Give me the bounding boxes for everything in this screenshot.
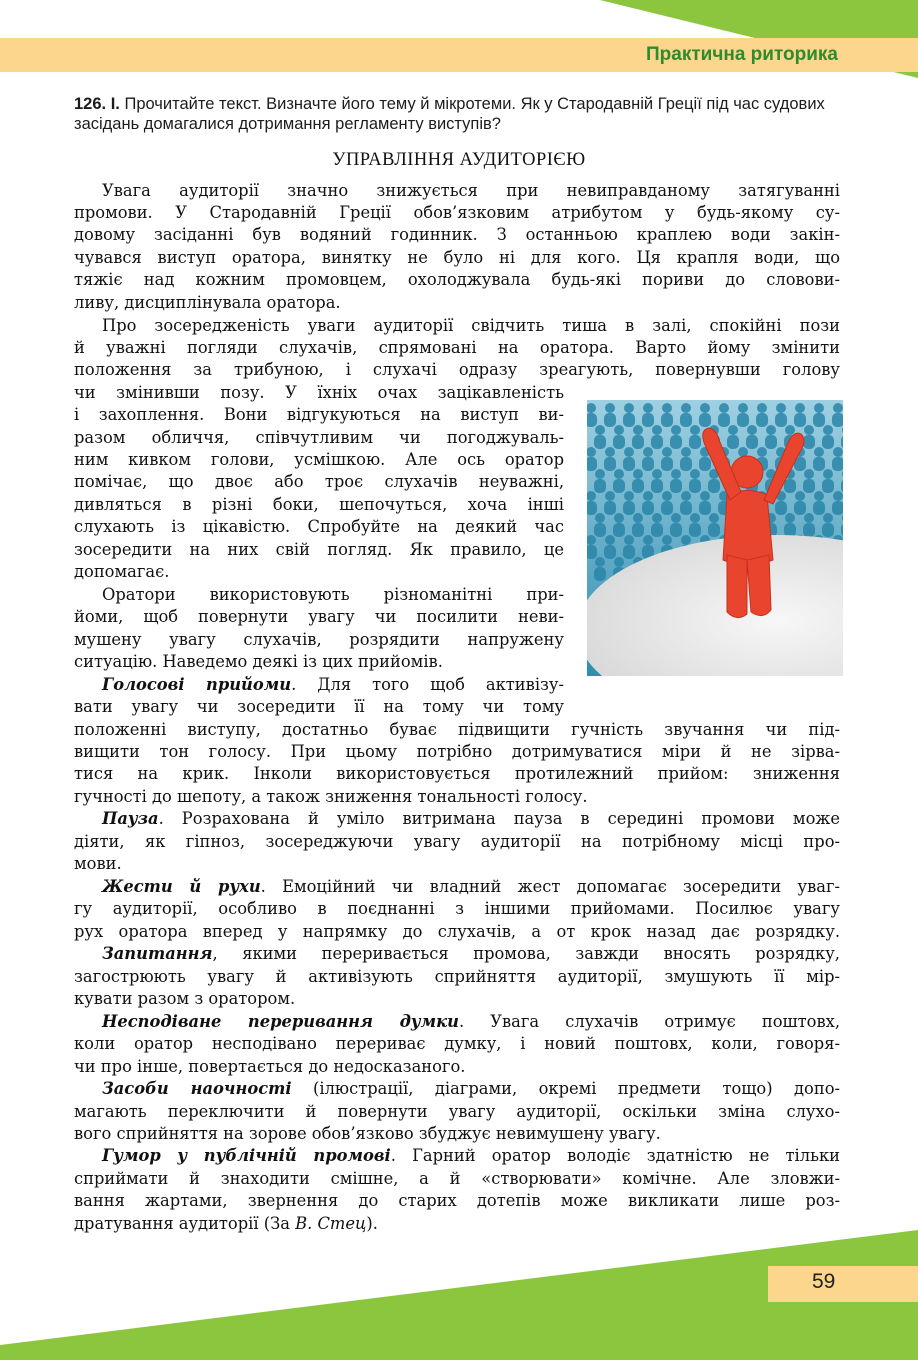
text-line: Про зосередженість уваги аудиторії свідчить тиша в залі, спокійні пози [102, 316, 840, 335]
text-line: мушену увагу слухачів, розрядити напружену [74, 630, 564, 649]
term-humor: Гумор у публічній промові [102, 1146, 391, 1165]
text-line: вання жартами, звернення до старих дотепів може викликати лише роз- [74, 1191, 840, 1210]
text-line: чи змінивши позу. У їхніх очах зацікавленість [74, 383, 564, 402]
text-line: гу аудиторії, особливо в поєднанні з іншими прийомами. Посилює увагу [74, 899, 840, 918]
text-line: мови. [74, 854, 122, 873]
text-line: тися на крик. Інколи використовується протилежний прийом: зниження [74, 764, 840, 783]
text-line: чувався виступ оратора, винятку не було ні для кого. Ця крапля води, що [74, 248, 840, 267]
text-line: гучності до шепоту, а також зниження тональності голосу. [74, 787, 588, 806]
text-run: дратування аудиторії (За [74, 1214, 296, 1233]
author-name: В. Стец [295, 1214, 367, 1233]
term-gestures: Жести й рухи [102, 877, 261, 896]
text-line: магають переключити й повернути увагу аудиторії, оскільки зміна слухо- [74, 1102, 840, 1121]
text-line: коли оратор несподівано перериває думку, і новий поштовх, коли, говоря- [74, 1034, 840, 1053]
text-line: йоми, щоб повернути увагу чи посилити неви- [74, 607, 564, 626]
text-line: допомагає. [74, 562, 170, 581]
text-line: зосередити на них свій погляд. Як правило, це [74, 540, 564, 559]
header-section-title: Практична риторика [646, 44, 838, 65]
term-visual-aids: Засоби наочності [102, 1079, 292, 1098]
text-line: ливу, дисциплінувала оратора. [74, 293, 341, 312]
text-line: положення за трибуною, і слухачі одразу зреагують, повернувши голову [74, 360, 840, 379]
text-line: промови. У Стародавній Греції обов’язковим атрибутом у будь-якому су- [74, 203, 840, 222]
term-interruption: Несподіване переривання думки [102, 1012, 459, 1031]
text-run: ). [366, 1214, 378, 1233]
text-line: кувати разом з оратором. [74, 989, 296, 1008]
text-run: . Емоційний чи владний жест допомагає зосередити уваг- [260, 877, 841, 896]
text-line: помічає, що двоє або троє слухачів неуважні, [74, 472, 564, 491]
text-line: і захоплення. Вони відгукуються на виступ ви- [74, 405, 564, 424]
text-line: вищити тон голосу. При цьому потрібно дотримуватися міри й не зірва- [74, 742, 840, 761]
page-number-tab [768, 1266, 918, 1302]
text-line: Увага аудиторії значно знижується при невиправданому затягуванні [102, 181, 840, 200]
text-run: . Для того щоб активізу- [291, 675, 564, 694]
text-line: довому засіданні був водяний годинник. З останньою краплею води закін- [74, 225, 840, 244]
text-line: чи про інше, повертається до недосказаного. [74, 1057, 466, 1076]
text-line: вого сприйняття на зорове обов’язково збуджує невимушену увагу. [74, 1124, 661, 1143]
text-line: разом обличчя, співчутливим чи погоджуваль- [74, 428, 564, 447]
text-run: (ілюстрації, діаграми, окремі предмети тощо) допо- [291, 1079, 840, 1098]
text-run: . Увага слухачів отримує поштовх, [458, 1012, 841, 1031]
text-line: тяжіє над кожним промовцем, охолоджувала будь-які пориви до словови- [74, 270, 840, 289]
text-line: вати увагу чи зосередити її на тому чи тому [74, 697, 564, 716]
text-line: загострюють увагу й активізують сприйняття аудиторії, змушують її мір- [74, 967, 840, 986]
text-line: ним кивком голови, усмішкою. Але ось оратор [74, 450, 564, 469]
text-line: рух оратора вперед у напрямку до слухачів, а от крок назад дає розрядку. [74, 922, 840, 941]
text-line: положенні виступу, достатньо буває підвищити гучність звучання чи під- [74, 720, 840, 739]
text-run: , якими переривається промова, завжди вносять розрядку, [212, 944, 840, 963]
text-line: Оратори використовують різноманітні при- [102, 585, 564, 604]
text-line: й уважні погляди слухачів, спрямовані на оратора. Варто йому змінити [74, 338, 840, 357]
term-voice-techniques: Голосові прийоми [102, 675, 292, 694]
task-text: Прочитайте текст. Визначте його тему й мікротеми. Як у Стародавній Греції під час судових засідань домагалися дотримання регламенту виступів? [74, 95, 825, 133]
text-heading: УПРАВЛІННЯ АУДИТОРІЄЮ [332, 150, 586, 170]
text-line: сприймати й знаходити смішне, а й «створювати» комічне. Але зловжи- [74, 1169, 840, 1188]
text-run: . Гарний оратор володіє здатністю не тільки [390, 1146, 840, 1165]
text-line: дивляться в різні боки, шепочуться, хоча інші [74, 495, 564, 514]
text-run: . Розрахована й уміло витримана пауза в середині промови може [158, 809, 840, 828]
term-questions: Запитання [102, 944, 213, 963]
page-number: 59 [812, 1270, 836, 1293]
text-line: діяти, як гіпноз, зосереджуючи увагу аудиторії на потрібному місці про- [74, 832, 840, 851]
text-line: слухають із цікавістю. Спробуйте на деякий час [74, 517, 564, 536]
task-number: 126. I. [74, 95, 120, 113]
term-pause: Пауза [102, 809, 159, 828]
text-line: ситуацію. Наведемо деякі із цих прийомів. [74, 652, 443, 671]
